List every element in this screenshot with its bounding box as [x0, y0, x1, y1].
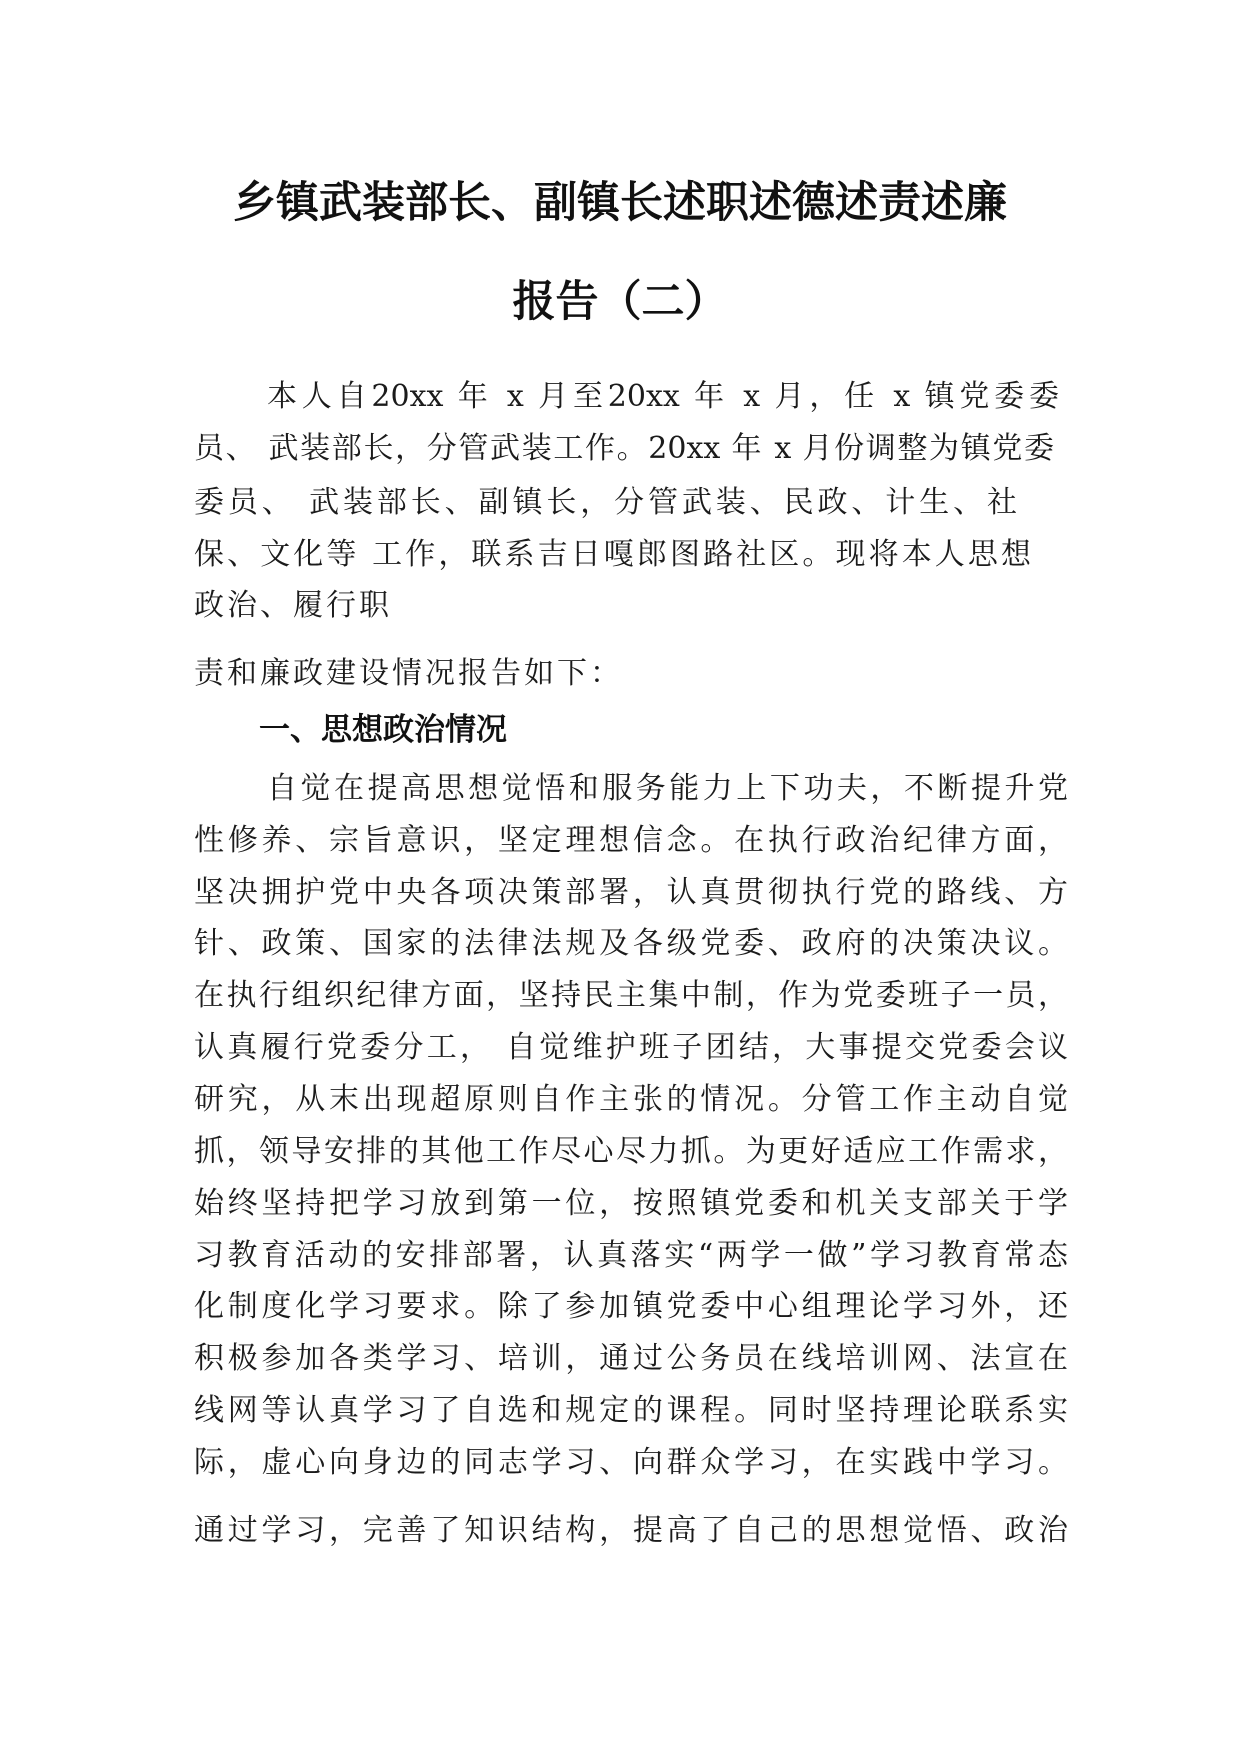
body-paragraph-line: 坚决拥护党中央各项决策部署，认真贯彻执行党的路线、方 [194, 875, 1068, 910]
body-paragraph-line: 认真履行党委分工， 自觉维护班子团结，大事提交党委会议 [194, 1030, 1068, 1065]
intro-paragraph-line: 政治、履行职 [194, 588, 392, 623]
intro-paragraph-line: 本人自20xx 年 x 月至20xx 年 x 月，任 x 镇党委委 [267, 379, 1059, 414]
document-title-line-1: 乡镇武装部长、副镇长述职述德述责述廉 [233, 178, 1007, 228]
body-paragraph-line: 性修养、宗旨意识，坚定理想信念。在执行政治纪律方面， [194, 823, 1068, 858]
intro-paragraph-line: 责和廉政建设情况报告如下： [194, 656, 623, 691]
intro-paragraph-line: 员、 武装部长，分管武装工作。20xx 年 x 月份调整为镇党委 [194, 431, 1054, 466]
body-paragraph-line: 线网等认真学习了自选和规定的课程。同时坚持理论联系实 [194, 1393, 1068, 1428]
body-paragraph-line: 积极参加各类学习、培训，通过公务员在线培训网、法宣在 [194, 1341, 1068, 1376]
section-heading: 一、思想政治情况 [259, 712, 507, 748]
body-paragraph-line: 针、政策、国家的法律法规及各级党委、政府的决策决议。 [194, 926, 1068, 961]
intro-paragraph-line: 委员、 武装部长、副镇长，分管武装、民政、计生、社 [194, 485, 1017, 520]
body-paragraph-line: 通过学习，完善了知识结构，提高了自己的思想觉悟、政治 [194, 1513, 1068, 1548]
body-paragraph-line: 化制度化学习要求。除了参加镇党委中心组理论学习外，还 [194, 1289, 1068, 1324]
body-paragraph-line: 抓，领导安排的其他工作尽心尽力抓。为更好适应工作需求， [194, 1134, 1068, 1169]
document-title-line-2: 报告（二） [512, 277, 728, 327]
body-paragraph-line: 在执行组织纪律方面，坚持民主集中制，作为党委班子一员， [194, 978, 1068, 1013]
body-paragraph-line: 始终坚持把学习放到第一位，按照镇党委和机关支部关于学 [194, 1186, 1068, 1221]
body-paragraph-line: 自觉在提高思想觉悟和服务能力上下功夫，不断提升党 [267, 771, 1068, 806]
intro-paragraph-line: 保、文化等 工作，联系吉日嘎郎图路社区。现将本人思想 [194, 537, 1031, 572]
body-paragraph-line: 研究，从末出现超原则自作主张的情况。分管工作主动自觉 [194, 1082, 1068, 1117]
body-paragraph-line: 际，虚心向身边的同志学习、向群众学习，在实践中学习。 [194, 1445, 1068, 1480]
body-paragraph-line: 习教育活动的安排部署，认真落实“两学一做”学习教育常态 [194, 1238, 1068, 1273]
